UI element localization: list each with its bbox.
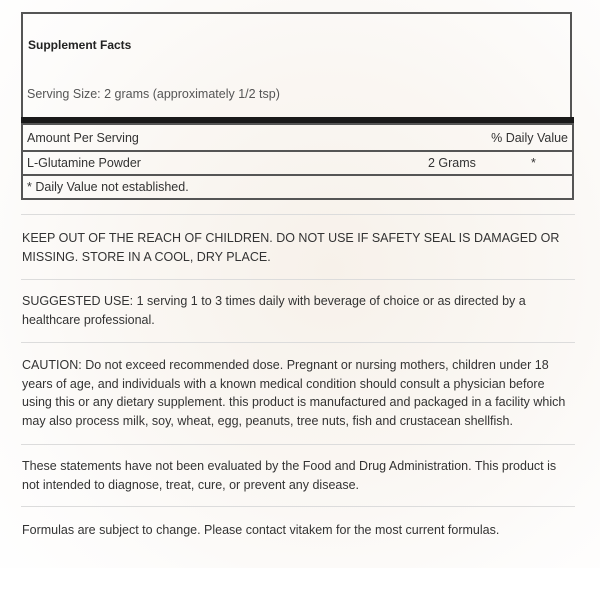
facts-header-cell	[22, 124, 573, 151]
facts-header-row	[22, 124, 573, 151]
caution-text: CAUTION: Do not exceed recommended dose. Pregnant or nursing mothers, children under 18 years of age, and individuals with a known medical condition should consult a physician before using this or any dietary supplement. this product is manufactured and packaged in a facility which may also process milk, soy, wheat, egg, peanuts, tree nuts, fish and crustacean shellfish.	[22, 358, 566, 428]
suggested-use-text: SUGGESTED USE: 1 serving 1 to 3 times daily with beverage of choice or as directed by a healthcare professional.	[22, 294, 526, 327]
daily-value-label: % Daily Value	[491, 130, 568, 145]
section-divider	[21, 342, 575, 343]
ingredient-cell	[22, 151, 573, 175]
serving-size: Serving Size: 2 grams (approximately 1/2 tsp)	[27, 87, 280, 101]
supplement-facts-table	[21, 123, 574, 200]
formulas-note-text: Formulas are subject to change. Please contact vitakem for the most current formulas.	[22, 523, 500, 537]
ingredient-amount: 2 Grams	[428, 156, 476, 170]
supplement-facts-title: Supplement Facts	[28, 38, 132, 52]
fda-disclaimer-text: These statements have not been evaluated by the Food and Drug Administration. This product is not intended to diagnose, treat, cure, or prevent any disease.	[22, 459, 557, 492]
section-divider	[21, 506, 575, 507]
supplement-facts-panel	[21, 12, 572, 118]
section-divider	[21, 444, 575, 445]
daily-value-footnote: * Daily Value not established.	[27, 180, 189, 194]
section-divider	[21, 214, 575, 215]
ingredient-name: L-Glutamine Powder	[27, 156, 141, 170]
ingredient-row	[22, 151, 573, 175]
footnote-row	[22, 175, 573, 199]
page-bottom-band	[0, 568, 600, 600]
amount-per-serving-label: Amount Per Serving	[27, 130, 139, 145]
ingredient-daily-value: *	[531, 156, 536, 170]
footnote-cell	[22, 175, 573, 199]
section-divider	[21, 279, 575, 280]
warning-text: KEEP OUT OF THE REACH OF CHILDREN. DO NOT USE IF SAFETY SEAL IS DAMAGED OR MISSING. STORE IN A COOL, DRY PLACE.	[22, 231, 560, 264]
